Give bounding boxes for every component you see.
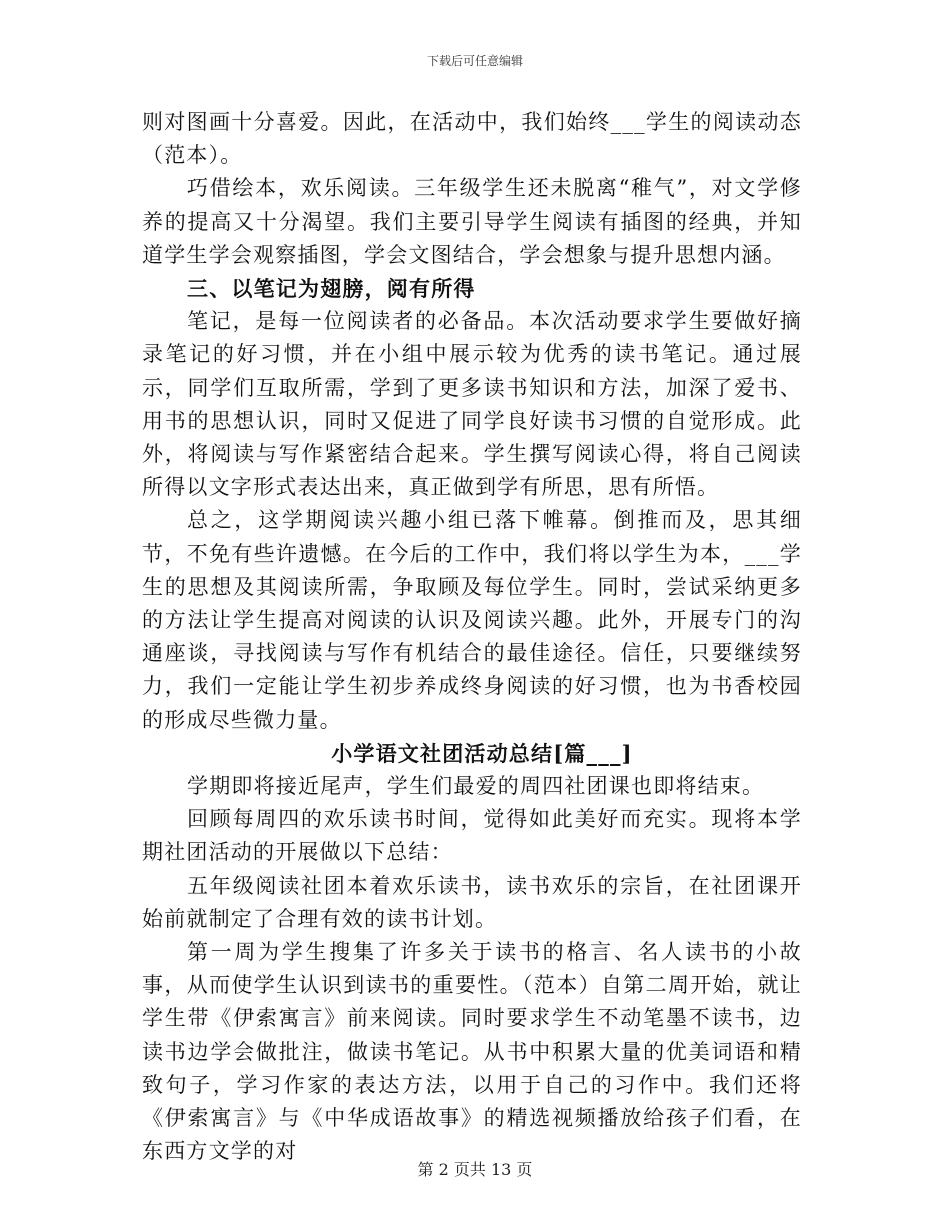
paragraph-4: 总之，这学期阅读兴趣小组已落下帷幕。倒推而及，思其细节，不免有些许遗憾。在今后的工作中，我们将以学生为本，___学生的思想及其阅读所需，争取顾及每位学生。同时，尝试采纳更多的方法让学生提高对阅读的认识及阅读兴趣。此外，开展专门的沟通座谈，寻找阅读与写作有机结合的最佳途径。信任，只要继续努力，我们一定能让学生初步养成终身阅读的好习惯，也为书香校园的形成尽些微力量。 [142, 508, 802, 732]
paragraph-6: 回顾每周四的欢乐读书时间，觉得如此美好而充实。现将本学期社团活动的开展做以下总结： [142, 807, 802, 865]
document-body [142, 106, 802, 1169]
paragraph-1: 则对图画十分喜爱。因此，在活动中，我们始终___学生的阅读动态（范本）。 [142, 110, 802, 168]
section-title: 小学语文社团活动总结[篇___] [331, 740, 633, 766]
paragraph-3: 笔记，是每一位阅读者的必备品。本次活动要求学生要做好摘录笔记的好习惯，并在小组中展示较为优秀的读书笔记。通过展示，同学们互取所需，学到了更多读书知识和方法，加深了爱书、用书的思想认识，同时又促进了同学良好读书习惯的自觉形成。此外，将阅读与写作紧密结合起来。学生撰写阅读心得，将自己阅读所得以文字形式表达出来，真正做到学有所思，思有所悟。 [142, 309, 802, 500]
section-heading-3: 三、以笔记为翅膀，阅有所得 [187, 276, 476, 302]
paragraph-2: 巧借绘本，欢乐阅读。三年级学生还未脱离“稚气”，对文学修养的提高又十分渴望。我们主要引导学生阅读有插图的经典，并知道学生学会观察插图，学会文图结合，学会想象与提升思想内涵。 [142, 176, 802, 267]
paragraph-5: 学期即将接近尾声，学生们最爱的周四社团课也即将结束。 [187, 774, 765, 799]
page-number-footer: 第 2 页共 13 页 [417, 1160, 533, 1179]
paragraph-7: 五年级阅读社团本着欢乐读书，读书欢乐的宗旨，在社团课开始前就制定了合理有效的读书计划。 [142, 873, 802, 931]
header-note: 下载后可任意编辑 [426, 54, 523, 68]
paragraph-8: 第一周为学生搜集了许多关于读书的格言、名人读书的小故事，从而使学生认识到读书的重要性。（范本）自第二周开始，就让学生带《伊索寓言》前来阅读。同时要求学生不动笔墨不读书，边读书边学会做批注，做读书笔记。从书中积累大量的优美词语和精致句子，学习作家的表达方法，以用于自己的习作中。我们还将《伊索寓言》与《中华成语故事》的精选视频播放给孩子们看，在东西方文学的对 [142, 940, 802, 1164]
